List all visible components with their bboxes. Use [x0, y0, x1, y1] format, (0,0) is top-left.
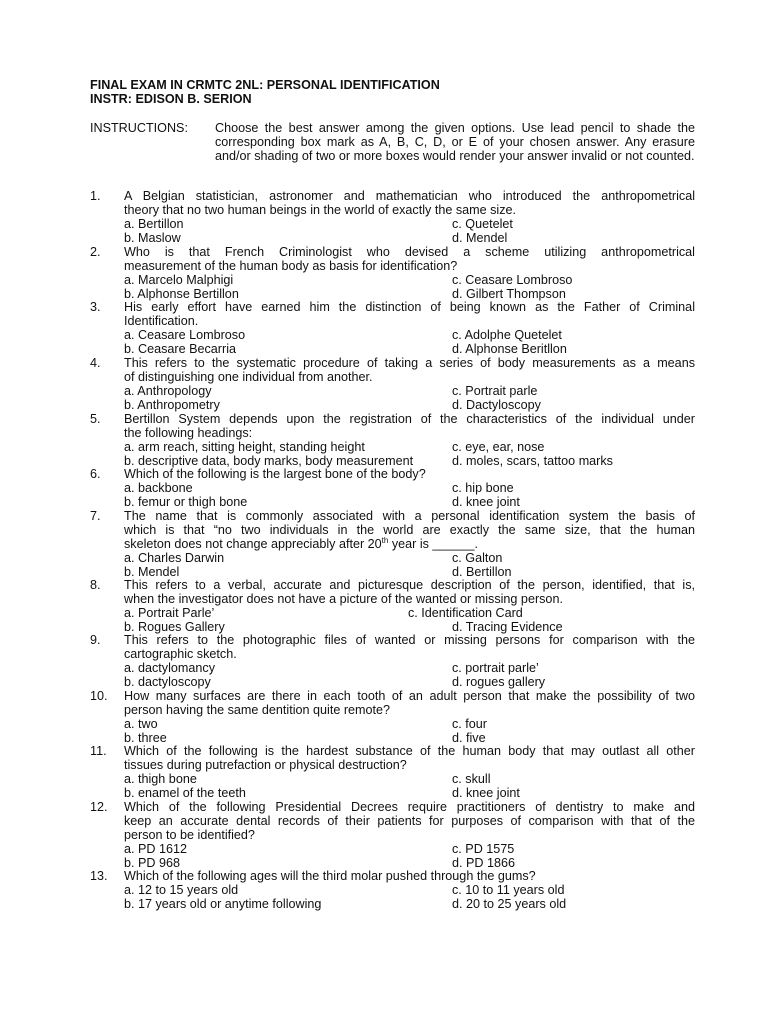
instructions-text: Choose the best answer among the given options. Use lead pencil to shade the corresponding box mark as A, B, C, D, or E of your chosen answer. Any erasure and/or shading of two or more boxes would render your answer invalid or not counted.: [215, 121, 695, 163]
superscript: th: [381, 536, 389, 545]
question-text-line: tissues during putrefaction or physical destruction?: [124, 758, 407, 772]
question-text-line: This refers to a verbal, accurate and picturesque description of the person, identified, that is,: [124, 578, 695, 592]
question-text-line: A Belgian statistician, astronomer and mathematician who introduced the anthropometrical: [124, 189, 695, 203]
option-a: a. Portrait Parle’: [124, 606, 215, 620]
question-text-line: This refers to the systematic procedure of taking a series of body measurements as a means: [124, 356, 695, 370]
instructor-name: INSTR: EDISON B. SERION: [90, 92, 252, 106]
option-c: c. Galton: [452, 551, 503, 565]
option-d: d. moles, scars, tattoo marks: [452, 454, 613, 468]
question-text-line: Which of the following ages will the third molar pushed through the gums?: [124, 869, 536, 883]
question-text-line: The name that is commonly associated with a personal identification system the basis of: [124, 509, 695, 523]
option-a: a. PD 1612: [124, 842, 188, 856]
question-text-line: keep an accurate dental records of their patients for purposes of comparison with that of the: [124, 814, 695, 828]
question-text-line: of distinguishing one individual from another.: [124, 370, 373, 384]
question-text-line: His early effort have earned him the distinction of being known as the Father of Criminal: [124, 300, 695, 314]
question-text-line: the following headings:: [124, 426, 253, 440]
question-number: 10.: [90, 689, 108, 703]
option-a: a. thigh bone: [124, 772, 197, 786]
option-d: d. PD 1866: [452, 856, 516, 870]
question-number: 1.: [90, 189, 101, 203]
question-text-line: This refers to the photographic files of wanted or missing persons for comparison with the: [124, 633, 695, 647]
question-number: 3.: [90, 300, 101, 314]
question-text-line: How many surfaces are there in each tooth of an adult person that make the possibility of two: [124, 689, 695, 703]
option-d: d. knee joint: [452, 495, 520, 509]
option-b: b. femur or thigh bone: [124, 495, 248, 509]
option-d: d. 20 to 25 years old: [452, 897, 567, 911]
option-c: c. Identification Card: [408, 606, 523, 620]
option-d: d. five: [452, 731, 486, 745]
option-d: d. rogues gallery: [452, 675, 546, 689]
option-d: d. Gilbert Thompson: [452, 287, 566, 301]
option-c: c. portrait parle’: [452, 661, 539, 675]
option-b: b. Rogues Gallery: [124, 620, 225, 634]
option-b: b. 17 years old or anytime following: [124, 897, 322, 911]
option-b: b. Anthropometry: [124, 398, 220, 412]
question-text-line: Which of the following is the largest bone of the body?: [124, 467, 426, 481]
question-number: 13.: [90, 869, 108, 883]
option-b: b. Maslow: [124, 231, 181, 245]
option-a: a. Ceasare Lombroso: [124, 328, 246, 342]
question-text-line: measurement of the human body as basis for identification?: [124, 259, 458, 273]
option-d: d. Mendel: [452, 231, 508, 245]
option-a: a. two: [124, 717, 158, 731]
question-text-line: Which of the following is the hardest substance of the human body that may outlast all other: [124, 744, 695, 758]
option-b: b. Mendel: [124, 565, 180, 579]
question-text-line: Identification.: [124, 314, 199, 328]
question-text-line: cartographic sketch.: [124, 647, 237, 661]
instructions-label: INSTRUCTIONS:: [90, 121, 188, 135]
option-c: c. Ceasare Lombroso: [452, 273, 573, 287]
question-text-line: Bertillon System depends upon the registration of the characteristics of the individual under: [124, 412, 695, 426]
question-text-line: person to be identified?: [124, 828, 255, 842]
exam-title: FINAL EXAM IN CRMTC 2NL: PERSONAL IDENTIFICATION: [90, 78, 440, 92]
option-b: b. three: [124, 731, 167, 745]
option-c: c. 10 to 11 years old: [452, 883, 565, 897]
option-a: a. backbone: [124, 481, 193, 495]
question-text-line: when the investigator does not have a picture of the wanted or missing person.: [124, 592, 563, 606]
question-text-line: skeleton does not change appreciably after 20th year is ______.: [124, 536, 478, 551]
option-d: d. Tracing Evidence: [452, 620, 563, 634]
option-a: a. Anthropology: [124, 384, 212, 398]
option-a: a. Marcelo Malphigi: [124, 273, 234, 287]
question-number: 6.: [90, 467, 101, 481]
option-b: b. enamel of the teeth: [124, 786, 246, 800]
option-b: b. Alphonse Bertillon: [124, 287, 239, 301]
question-number: 9.: [90, 633, 101, 647]
option-c: c. skull: [452, 772, 491, 786]
option-a: a. dactylomancy: [124, 661, 215, 675]
question-text-line: person having the same dentition quite remote?: [124, 703, 391, 717]
option-a: a. Charles Darwin: [124, 551, 225, 565]
option-c: c. Adolphe Quetelet: [452, 328, 562, 342]
question-number: 4.: [90, 356, 101, 370]
option-c: c. PD 1575: [452, 842, 515, 856]
option-c: c. hip bone: [452, 481, 514, 495]
option-c: c. four: [452, 717, 487, 731]
question-text-line: which is that “no two individuals in the world are exactly the same size, that the human: [124, 523, 695, 537]
option-d: d. knee joint: [452, 786, 520, 800]
option-b: b. descriptive data, body marks, body measurement: [124, 454, 414, 468]
question-text-line: Who is that French Criminologist who devised a scheme utilizing anthropometrical: [124, 245, 695, 259]
option-a: a. Bertillon: [124, 217, 184, 231]
question-text-line: theory that no two human beings in the world of exactly the same size.: [124, 203, 517, 217]
question-number: 11.: [90, 744, 107, 758]
option-a: a. arm reach, sitting height, standing height: [124, 440, 365, 454]
option-d: d. Alphonse Beritllon: [452, 342, 567, 356]
option-b: b. dactyloscopy: [124, 675, 211, 689]
question-number: 7.: [90, 509, 101, 523]
question-number: 5.: [90, 412, 101, 426]
option-c: c. Portrait parle: [452, 384, 538, 398]
option-c: c. Quetelet: [452, 217, 513, 231]
question-number: 12.: [90, 800, 108, 814]
option-c: c. eye, ear, nose: [452, 440, 545, 454]
option-d: d. Bertillon: [452, 565, 512, 579]
option-a: a. 12 to 15 years old: [124, 883, 239, 897]
question-text-line: Which of the following Presidential Decrees require practitioners of dentistry to make and: [124, 800, 695, 814]
question-number: 8.: [90, 578, 101, 592]
option-d: d. Dactyloscopy: [452, 398, 541, 412]
option-b: b. PD 968: [124, 856, 181, 870]
question-number: 2.: [90, 245, 101, 259]
option-b: b. Ceasare Becarria: [124, 342, 236, 356]
